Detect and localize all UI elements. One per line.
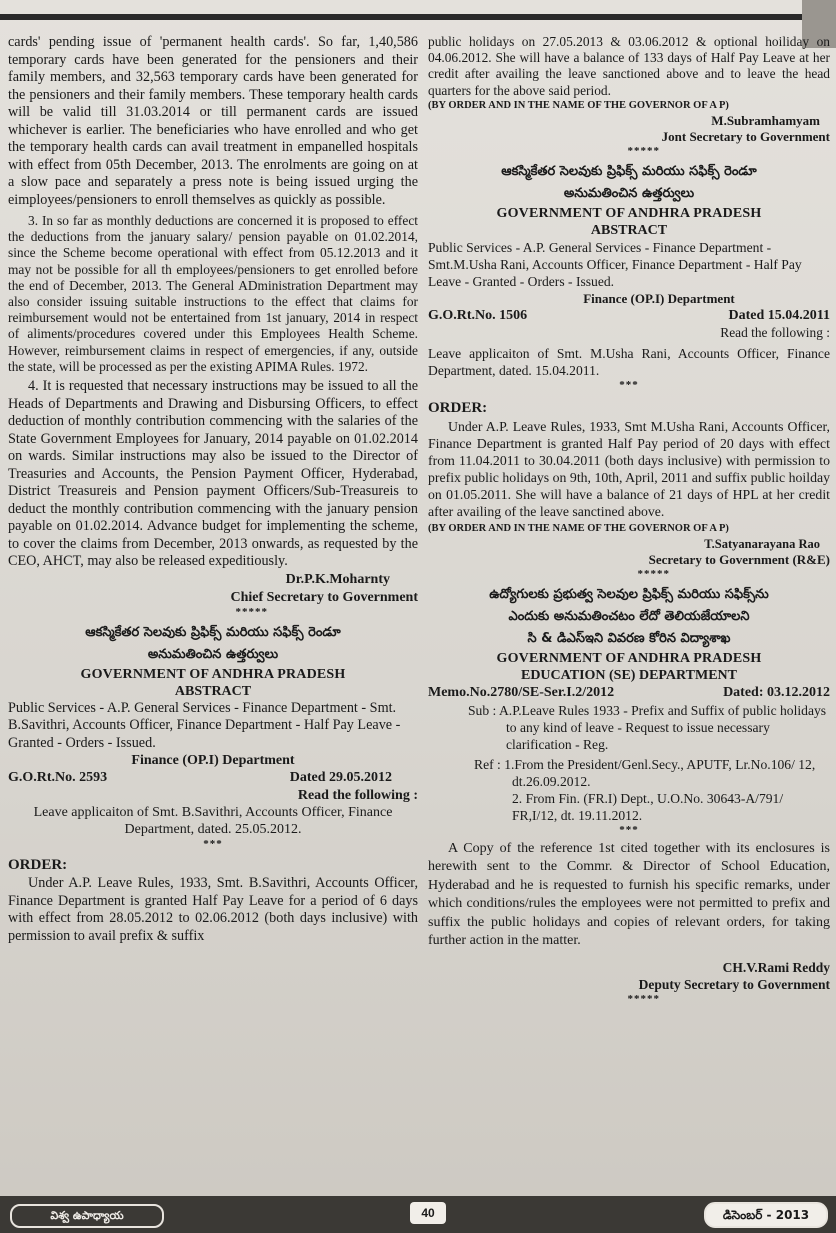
go-number-1: G.O.Rt.No. 1506 [428, 307, 528, 323]
signature-1-title: Jont Secretary to Government [661, 128, 830, 144]
telugu-heading-2-line3: సి & డిఎస్ఇని వివరణ కోరిన విద్యాశాఖ [527, 630, 731, 646]
by-order-line-2: (BY ORDER AND IN THE NAME OF THE GOVERNOR OF A P) [428, 522, 729, 534]
issue-month-badge: డిసెంబర్ - 2013 [704, 1202, 828, 1228]
memo-subject: Sub : A.P.Leave Rules 1933 - Prefix and Suffix of public holidays to any kind of leave - Request to issue necessary clarification - Reg. [468, 702, 827, 752]
signature-name: Dr.P.K.Moharnty [285, 571, 390, 587]
memo-date: Dated: 03.12.2012 [723, 684, 830, 700]
telugu-heading-2-line2: ఎందుకు అనుమతించటం లేదో తెలియజేయాలని [508, 608, 750, 624]
go-number-row [8, 769, 418, 787]
signature-3-title: Deputy Secretary to Government [638, 976, 830, 992]
order-text: Under A.P. Leave Rules, 1933, Smt. B.Savithri, Accounts Officer, Finance Department is granted Half Pay Leave for a period of 6 days with effect from 28.05.2012 to 02.06.2012 (both days inclusive) with permission to avail prefix & suffix [8, 875, 418, 944]
separator-stars-4: *** [619, 823, 639, 836]
right-column [428, 34, 830, 1005]
order-heading: ORDER: [8, 857, 68, 874]
separator-stars-2: *** [619, 378, 639, 391]
memo-number: Memo.No.2780/SE-Ser.I.2/2012 [428, 684, 615, 700]
read-following: Read the following : [297, 788, 418, 804]
go-subject: Public Services - A.P. General Services - Finance Department - Smt. B.Savithri, Accounts Officer, Finance Department - Half Pay Leave - Granted - Orders - Issued. [8, 699, 401, 751]
deductions-paragraph: 3. In so far as monthly deductions are concerned it is proposed to effect the deductions from the january salary/ pension payable on 01.02.2014, since the Scheme become operational with effect from 05.12.2013 and it may not be possible for all th employees/pensioners to get enrolled before the end of December, 2013. The General ADministration Department may also consider issuing suitable instructions to the effect that claims for reimbursement would not be entertained from 1st january, 2014 in respect of aliments/procedures covered under this Employees Health Scheme. However, reimbursement claims in respect of emergencies, if any, outside the state, will be processed as per the existing APIMA Rules. 1972. [8, 213, 418, 374]
go-number-row-1 [428, 307, 830, 325]
go-date-1: Dated 15.04.2011 [728, 307, 830, 323]
separator-stars-1: ***** [627, 144, 660, 157]
instructions-paragraph: 4. It is requested that necessary instructions may be issued to all the Heads of Departments and Drawing and Disbursing Officers, to effect deduction of monthly contribution commencing with the salaries of the State Government Employees for January, 2014 payable on 01.02.2014 on wards. Similar instructions may also be issued to the Director of Treasuries and Accounts, the Pension Payment Officer, Hyderabad, District Treasureis and Pension payment Officers/Sub-Treasureis to deduct the monthly contribution commencing with the january pension payable on 01.02.2014. Advance budget for implementing the scheme, to cover the claims from December, 2013 onwards, as requested by the CEO, AHCT, may also be released expeditiously. [8, 378, 418, 570]
signature-title: Chief Secretary to Government [230, 589, 418, 605]
memo-body: A Copy of the reference 1st cited together with its enclosures is herewith sent to the Commr. & Director of School Education, Hyderabad and he is requested to furnish his specific remarks, under which conditions/rules the employees were not permitted to prefix and suffix the public holidays and copies of relevant orders, for taking further action in the matter. [428, 840, 830, 949]
go-date: Dated 29.05.2012 [289, 770, 392, 786]
read-following-1: Read the following : [720, 324, 830, 340]
signature-3-name: CH.V.Rami Reddy [722, 959, 830, 975]
separator-stars-5: ***** [627, 992, 660, 1005]
telugu-heading-line1: ఆకస్మికేతర సెలవుకు ప్రిఫిక్స్ మరియు సఫిక్స్ రెండూ [85, 624, 341, 640]
read-item-1: Leave applicaiton of Smt. M.Usha Rani, Accounts Officer, Finance Department, dated. 15.04.2011. [428, 345, 830, 378]
telugu-heading-2-line1: ఉద్యోగులకు ప్రభుత్వ సెలవుల ప్రిఫిక్స్ మరియు సఫిక్స్‌ను [489, 586, 769, 602]
read-item: Leave applicaiton of Smt. B.Savithri, Accounts Officer, Finance Department, dated. 25.05.2012. [33, 805, 393, 838]
separator-stars: ***** [235, 605, 268, 618]
government-heading-1: GOVERNMENT OF ANDHRA PRADESH [496, 205, 762, 221]
signature-1-name: M.Subramhamyam [711, 112, 820, 128]
abstract-heading-1: ABSTRACT [590, 222, 668, 238]
order-text-1: Under A.P. Leave Rules, 1933, Smt M.Usha Rani, Accounts Officer, Finance Department is granted Half Pay period of 20 days with effect from 11.04.2011 to 30.04.2011 (both days inclusive) with permission to prefix public holidays on 9th, 10th, April, 2011 and suffix public hoilday on 01.05.2011. She will have a balance of 21 days of HPL at her credit after availing of the leave sanctined above. [428, 418, 830, 519]
health-cards-paragraph: cards' pending issue of 'permanent health cards'. So far, 1,40,586 temporary cards have been generated for the pensioners and their family members, and 32,563 temporary cards have been generated for the pensioners and their family members. These temporary health cards will be valid till 31.03.2014 or till permanent cards are issued whichever is earlier. The beneficiaries who have enrolled and who get the temporary health cards can avail treatment in empanelled hospitals with effect from 05th December, 2013. The enrolments are going on at a slow pace and separately a press note is being issued urging the eimployees/pensioners to enroll themselves as quickly as possible. [8, 34, 418, 208]
telugu-heading-line2: అనుమతించిన ఉత్తర్వులు [147, 646, 279, 662]
abstract-heading: ABSTRACT [174, 683, 252, 699]
continued-order-text: public holidays on 27.05.2013 & 03.06.2012 & optional hoiliday on 04.06.2012. She will have a balance of 133 days of Half Pay Leave at her credit after availing the leave sanctioned above and to leave the head quarters for the above said period. [428, 34, 830, 98]
telugu-heading-1-line2: అనుమతించిన ఉత్తర్వులు [563, 185, 695, 201]
memo-number-row [428, 684, 830, 702]
department-name: Finance (OP.I) Department [131, 753, 295, 769]
education-department-heading: EDUCATION (SE) DEPARTMENT [520, 667, 737, 683]
left-column [8, 34, 418, 945]
government-heading: GOVERNMENT OF ANDHRA PRADESH [80, 666, 346, 682]
government-heading-2: GOVERNMENT OF ANDHRA PRADESH [496, 650, 762, 666]
magazine-name-badge: విశ్వ ఉపాధ్యాయ [10, 1204, 164, 1228]
go-subject-1: Public Services - A.P. General Services - Finance Department - Smt.M.Usha Rani, Accounts Officer, Finance Department - Half Pay Leave - Granted - Orders - Issued. [428, 239, 802, 289]
separator-stars-small: *** [203, 838, 223, 851]
signature-2-name: T.Satyanarayana Rao [704, 536, 820, 551]
memo-reference-1: Ref : 1.From the President/Genl.Secy., APUTF, Lr.No.106/ 12, dt.26.09.2012. [474, 756, 816, 789]
telugu-heading-1-line1: ఆకస్మికేతర సెలవుకు ప్రిఫిక్స్ మరియు సఫిక్స్ రెండూ [501, 163, 757, 179]
page-number: 40 [410, 1202, 446, 1224]
separator-stars-3: ***** [637, 567, 670, 580]
top-rule [0, 14, 836, 20]
department-name-1: Finance (OP.I) Department [583, 290, 735, 306]
by-order-line-1: (BY ORDER AND IN THE NAME OF THE GOVERNOR OF A P) [428, 99, 729, 111]
order-heading-1: ORDER: [428, 399, 488, 416]
go-number: G.O.Rt.No. 2593 [8, 770, 108, 786]
signature-2-title: Secretary to Government (R&E) [648, 551, 830, 567]
memo-reference-2: 2. From Fin. (FR.I) Dept., U.O.No. 30643-A/791/ FR,I/12, dt. 19.11.2012. [512, 790, 784, 823]
